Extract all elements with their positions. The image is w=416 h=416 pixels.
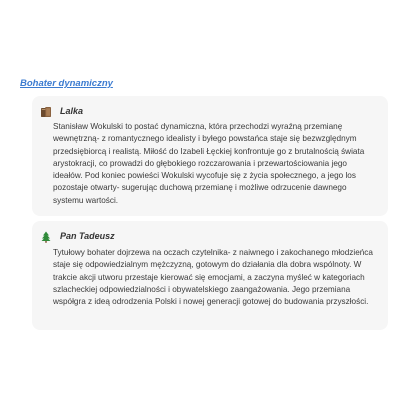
card-header — [40, 229, 115, 243]
card-text: Stanisław Wokulski to postać dynamiczna, która przechodzi wyraźną przemianę wewnętrzną- z romantycznego idealisty i byłego powstańca staje się bezwzględnym przedsiębiorcą i realistą. Miłość do Izabeli Łęckiej konfrontuje go z brutalnością świata arystokracji, co prowadzi do głębokiego rozczarowania i przewartościowania jego ideałów. Pod koniec powieści Wokulski wycofuje się z życia społecznego, a jego los pozostaje otwarty- sugerując duchową przemianę i możliwe odrzucenie dawnego systemu wartości. — [53, 122, 365, 205]
card-text: Tytułowy bohater dojrzewa na oczach czytelnika- z naiwnego i zakochanego młodzieńca staje się odpowiedzialnym mężczyzną, gotowym do działania dla dobra wspólnoty. W trakcie akcji utworu przestaje kierować się emocjami, a zaczyna myśleć w kategoriach szlacheckiej odpowiedzialności i obywatelskiego zaangażowania. Jego przemiana współgra z ideą odrodzenia Polski i nowej generacji gotowej do budowania przyszłości. — [53, 248, 373, 307]
card-title: Lalka — [60, 106, 84, 116]
tree-icon — [40, 230, 52, 242]
card-header — [40, 104, 83, 118]
book-icon — [40, 105, 52, 117]
card-title: Pan Tadeusz — [60, 231, 115, 241]
card-lalka — [32, 96, 388, 216]
card-pan-tadeusz — [32, 221, 388, 330]
section-link-bohater-dynamiczny[interactable]: Bohater dynamiczny — [20, 78, 113, 89]
